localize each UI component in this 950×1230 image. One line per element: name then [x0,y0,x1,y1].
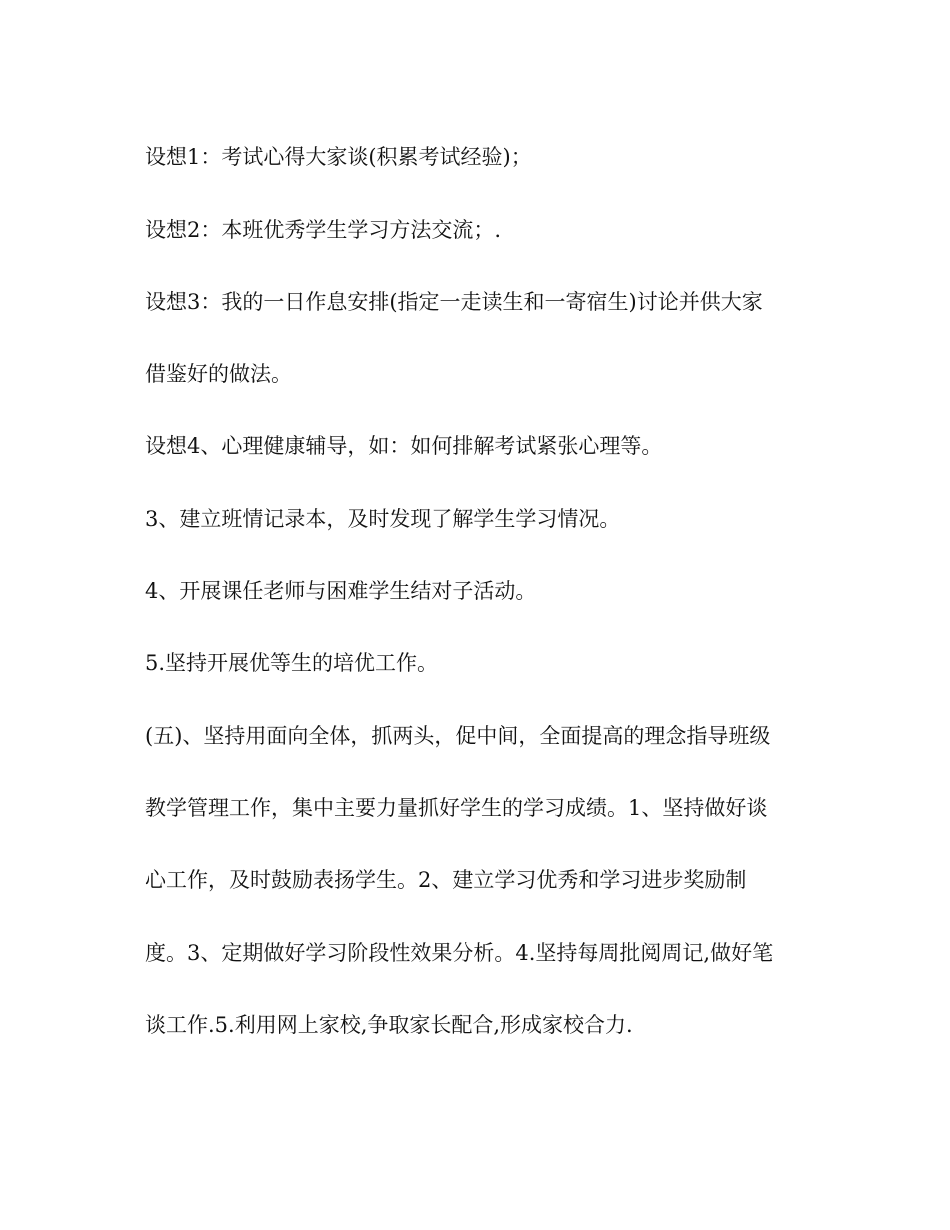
text-line: 设想2：本班优秀学生学习方法交流；. [145,218,502,242]
text-line: 心工作，及时鼓励表扬学生。2、建立学习优秀和学习进步奖励制 [145,868,747,892]
text-line: (五)、坚持用面向全体，抓两头，促中间，全面提高的理念指导班级 [145,724,771,748]
text-line: 设想3：我的一日作息安排(指定一走读生和一寄宿生)讨论并供大家 [145,290,763,314]
text-line: 教学管理工作，集中主要力量抓好学生的学习成绩。1、坚持做好谈 [145,796,768,820]
text-line: 设想4、心理健康辅导，如：如何排解考试紧张心理等。 [145,434,663,458]
text-line: 4、开展课任老师与困难学生结对子活动。 [145,579,537,603]
text-line: 谈工作.5.利用网上家校,争取家长配合,形成家校合力. [145,1013,633,1037]
text-line: 度。3、定期做好学习阶段性效果分析。4.坚持每周批阅周记,做好笔 [145,941,774,965]
text-line: 借鉴好的做法。 [145,362,292,386]
text-line: 设想1：考试心得大家谈(积累考试经验)； [145,145,532,169]
text-line: 5.坚持开展优等生的培优工作。 [145,651,439,675]
text-line: 3、建立班情记录本，及时发现了解学生学习情况。 [145,507,621,531]
